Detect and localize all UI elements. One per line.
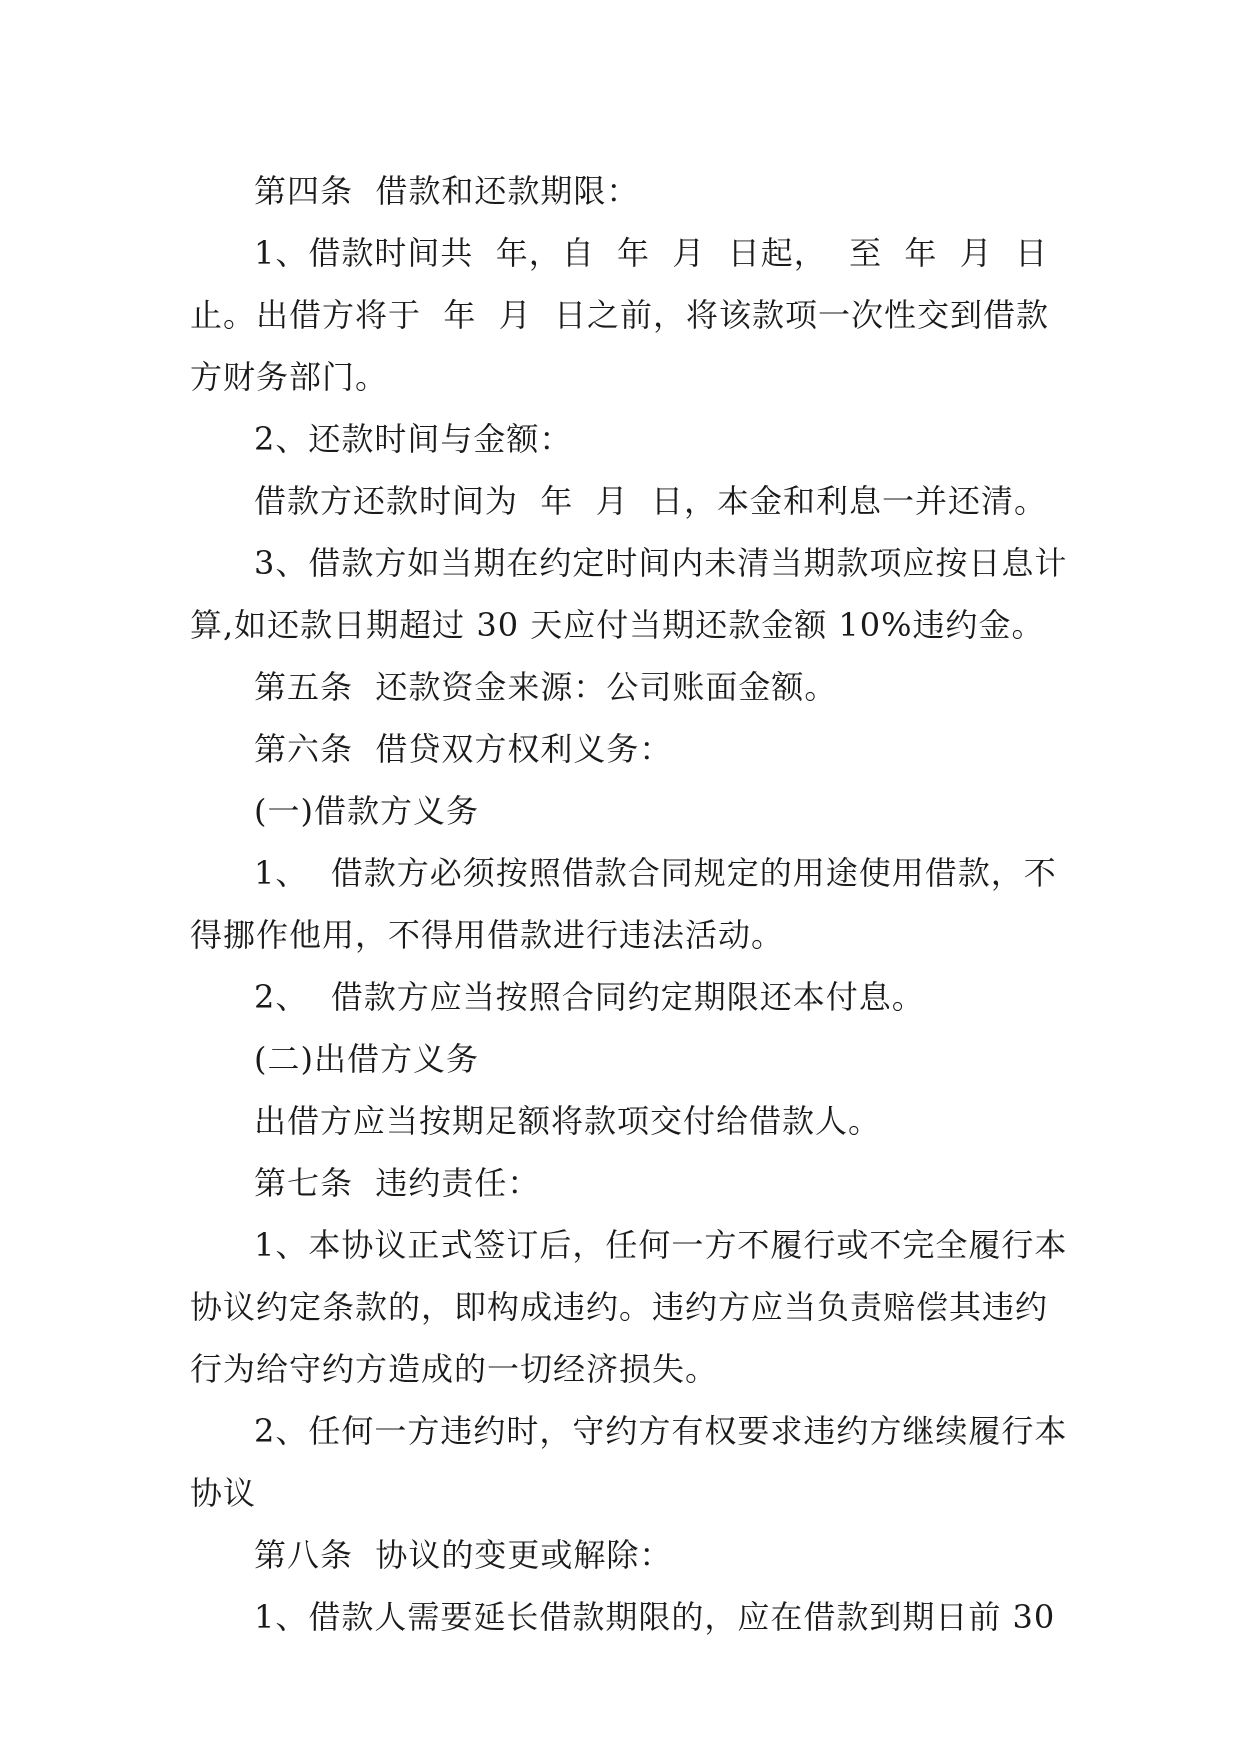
article-5-heading: 第五条 还款资金来源：公司账面金额。 xyxy=(254,668,838,706)
article-4-clause-2: 2、还款时间与金额： xyxy=(254,420,573,458)
article-7-clause-2: 2、任何一方违约时，守约方有权要求违约方继续履行本协议 xyxy=(190,1412,1068,1512)
article-4-clause-1: 1、借款时间共 年，自 年 月 日起， 至 年 月 日止。出借方将于 年 月 日之前，将该款项一次性交到借款方财务部门。 xyxy=(190,234,1050,396)
lender-obligations-heading: (二)出借方义务 xyxy=(254,1040,479,1078)
article-6-heading: 第六条 借贷双方权利义务： xyxy=(254,730,673,768)
document-body xyxy=(190,160,1075,1648)
article-8-heading: 第八条 协议的变更或解除： xyxy=(254,1536,673,1574)
borrower-obligation-2: 2、 借款方应当按照合同约定期限还本付息。 xyxy=(254,978,925,1016)
lender-obligation-text: 出借方应当按期足额将款项交付给借款人。 xyxy=(254,1102,882,1140)
article-4-clause-2-text: 借款方还款时间为 年 月 日，本金和利息一并还清。 xyxy=(254,482,1048,520)
article-7-heading: 第七条 违约责任： xyxy=(254,1164,541,1202)
borrower-obligation-1: 1、 借款方必须按照借款合同规定的用途使用借款，不得挪作他用，不得用借款进行违法活动。 xyxy=(190,854,1057,954)
article-7-clause-1: 1、本协议正式签订后，任何一方不履行或不完全履行本协议约定条款的，即构成违约。违约方应当负责赔偿其违约行为给守约方造成的一切经济损失。 xyxy=(190,1226,1068,1388)
article-4-clause-3: 3、借款方如当期在约定时间内未清当期款项应按日息计算,如还款日期超过 30 天应付当期还款金额 10%违约金。 xyxy=(190,544,1068,644)
article-4-heading: 第四条 借款和还款期限： xyxy=(254,172,640,210)
article-8-clause-1: 1、借款人需要延长借款期限的，应在借款到期日前 30 xyxy=(254,1598,1056,1636)
borrower-obligations-heading: (一)借款方义务 xyxy=(254,792,479,830)
